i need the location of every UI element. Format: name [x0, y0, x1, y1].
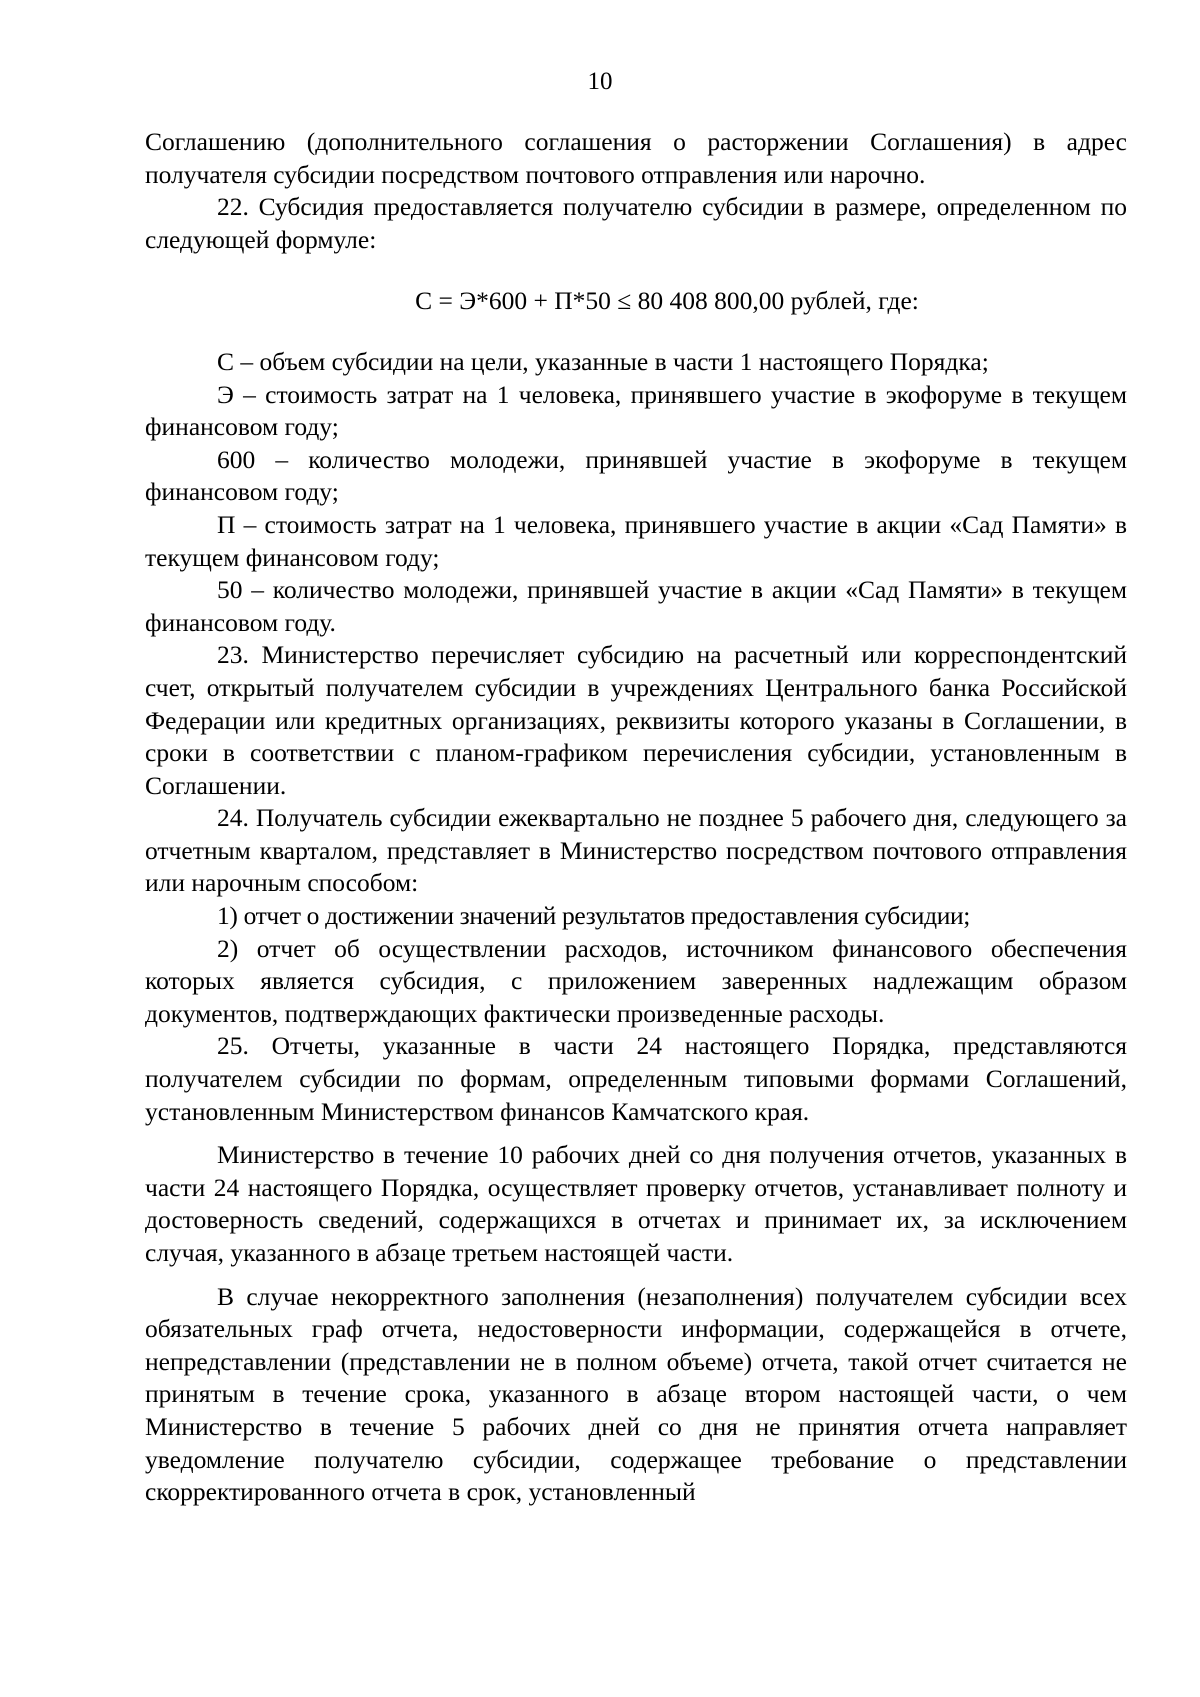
paragraph-continuation: Соглашению (дополнительного соглашения о расторжении Соглашения) в адрес получателя субсидии посредством почтового отправления или нарочно. [145, 127, 1127, 189]
subsidy-formula: С = Э*600 + П*50 ≤ 80 408 800,00 рублей, где: [415, 286, 919, 316]
definition-p: П – стоимость затрат на 1 человека, принявшего участие в акции «Сад Памяти» в текущем финансовом году; [145, 509, 1127, 572]
definition-50: 50 – количество молодежи, принявшей участие в акции «Сад Памяти» в текущем финансовом году. [145, 575, 1127, 637]
document-body [145, 126, 1127, 1509]
definition-e: Э – стоимость затрат на 1 человека, принявшего участие в экофоруме в текущем финансовом году; [145, 379, 1127, 442]
definition-600: 600 – количество молодежи, принявшей участие в экофоруме в текущем финансовом году; [145, 444, 1127, 507]
paragraph-25: 25. Отчеты, указанные в части 24 настоящего Порядка, представляются получателем субсидии по формам, определенным типовыми формами Соглашений, установленным Министерством финансов Камчатского края. [145, 1031, 1127, 1126]
paragraph-25-part-3: В случае некорректного заполнения (незаполнения) получателем субсидии всех обязательных граф отчета, недостоверности информации, содержащейся в отчете, непредставлении (представлении не в полном объеме) отчета, такой отчет считается не принятым в течение срока, указанного в абзаце втором настоящей части, о чем Министерство в течение 5 рабочих дней со дня не принятия отчета направляет уведомление получателю субсидии, содержащее требование о представлении скорректированного отчета в срок, установленный [145, 1281, 1127, 1507]
paragraph-22: 22. Субсидия предоставляется получателю субсидии в размере, определенном по следующей формуле: [145, 192, 1127, 254]
page-number: 10 [587, 68, 613, 95]
paragraph-23: 23. Министерство перечисляет субсидию на расчетный или корреспондентский счет, открытый получателем субсидии в учреждениях Центрального банка Российской Федерации или кредитных организациях, реквизиты которого указаны в Соглашении, в сроки в соответствии с планом-графиком перечисления субсидии, установленным в Соглашении. [145, 640, 1127, 800]
paragraph-24-item-1: 1) отчет о достижении значений результатов предоставления субсидии; [217, 901, 971, 931]
paragraph-25-part-2: Министерство в течение 10 рабочих дней со дня получения отчетов, указанных в части 24 настоящего Порядка, осуществляет проверку отчетов, устанавливает полноту и достоверность сведений, содержащихся в отчетах и принимает их, за исключением случая, указанного в абзаце третьем настоящей части. [145, 1140, 1127, 1267]
definition-c: С – объем субсидии на цели, указанные в части 1 настоящего Порядка; [217, 346, 989, 376]
paragraph-24: 24. Получатель субсидии ежеквартально не позднее 5 рабочего дня, следующего за отчетным кварталом, представляет в Министерство посредством почтового отправления или нарочным способом: [145, 803, 1127, 898]
paragraph-24-item-2: 2) отчет об осуществлении расходов, источником финансового обеспечения которых является субсидия, с приложением заверенных надлежащим образом документов, подтверждающих фактически произведенные расходы. [145, 933, 1127, 1028]
